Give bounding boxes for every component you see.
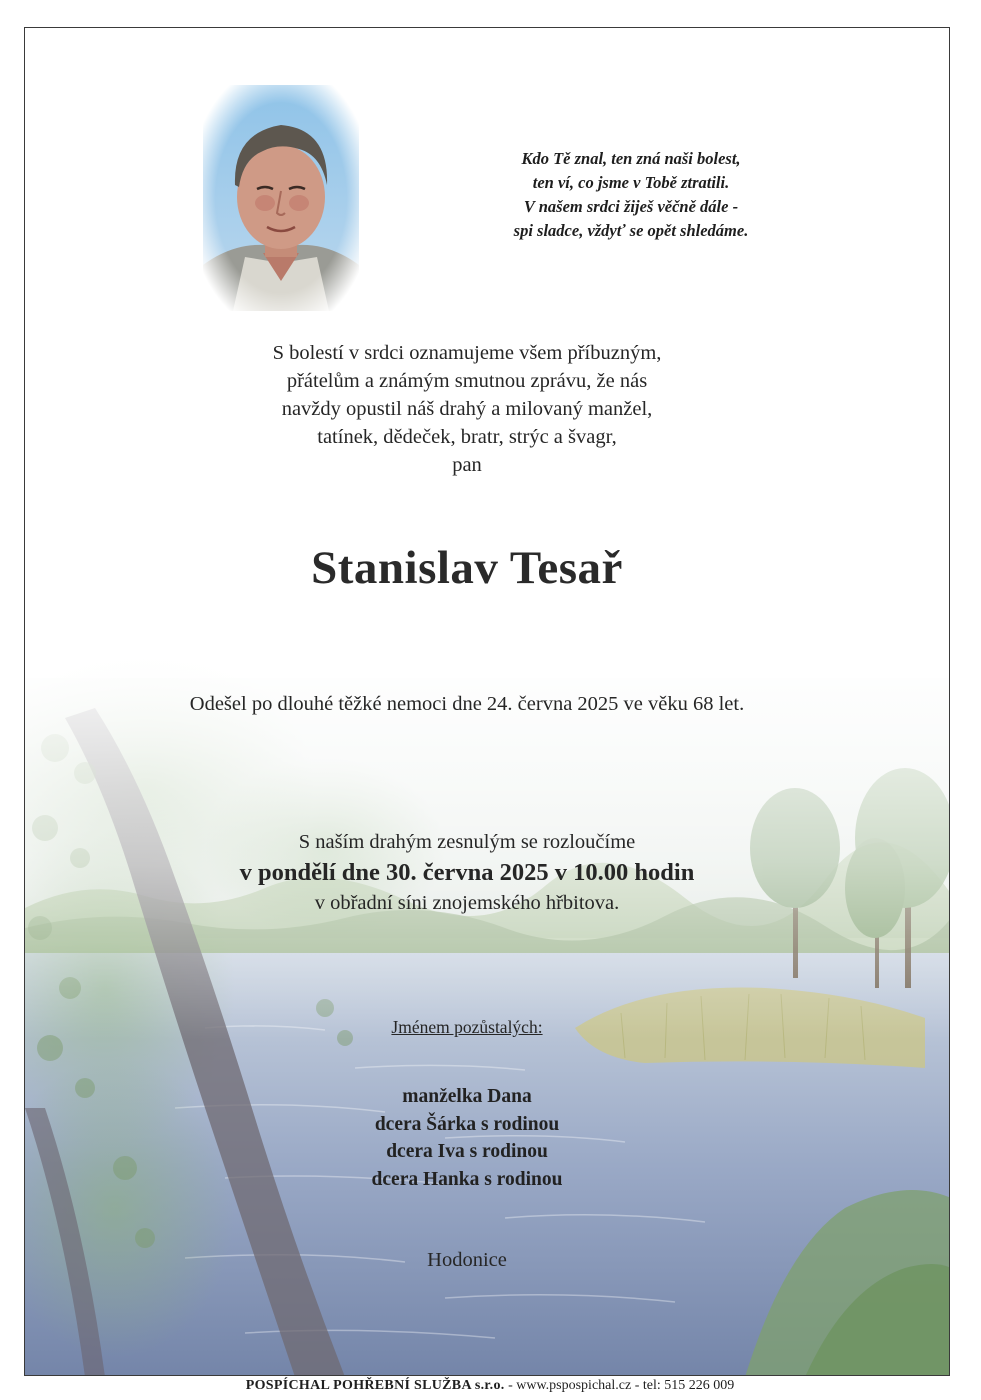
obituary-frame — [24, 27, 950, 1376]
funeral-venue: v obřadní síni znojemského hřbitova. — [314, 892, 620, 914]
announcement-line: navždy opustil náš drahý a milovaný manžel, — [281, 398, 653, 420]
poem-line: ten ví, co jsme v Tobě ztratili. — [532, 173, 730, 192]
announcement-line: přátelům a známým smutnou zprávu, že nás — [286, 370, 648, 392]
survivor-item: dcera Šárka s rodinou — [374, 1113, 560, 1135]
footer-separator: - — [504, 1378, 517, 1393]
footer-phone: tel: 515 226 009 — [642, 1378, 735, 1393]
memorial-poem — [431, 147, 831, 243]
survivor-item: manželka Dana — [402, 1086, 532, 1107]
announcement-line: tatínek, dědeček, bratr, strýc a švagr, — [317, 426, 617, 448]
poem-line: Kdo Tě znal, ten zná naši bolest, — [521, 149, 741, 168]
death-details: Odešel po dlouhé těžké nemoci dne 24. června 2025 ve věku 68 let. — [189, 693, 745, 715]
announcement-line: pan — [452, 454, 482, 476]
funeral-service-footer — [150, 1378, 830, 1394]
survivor-item: dcera Hanka s rodinou — [371, 1168, 563, 1190]
deceased-portrait-photo — [203, 85, 359, 311]
footer-website[interactable]: www.pspospichal.cz — [516, 1378, 632, 1393]
survivors-heading: Jménem pozůstalých: — [391, 1017, 543, 1037]
announcement-line: S bolestí v srdci oznamujeme všem příbuzným, — [272, 342, 662, 364]
poem-line: V našem srdci žiješ věčně dále - — [523, 197, 739, 216]
announcement-text — [141, 339, 793, 479]
funeral-info — [101, 828, 833, 916]
footer-separator: - — [631, 1378, 643, 1393]
funeral-intro: S naším drahým zesnulým se rozloučíme — [298, 831, 636, 853]
funeral-date-time: v pondělí dne 30. června 2025 v 10.00 hodin — [239, 859, 695, 886]
survivor-item: dcera Iva s rodinou — [386, 1141, 548, 1162]
footer-company: POSPÍCHAL POHŘEBNÍ SLUŽBA s.r.o. — [245, 1378, 505, 1393]
deceased-name: Stanislav Tesař — [311, 542, 623, 594]
survivors-list — [251, 1083, 683, 1193]
poem-line: spi sladce, vždyť se opět shledáme. — [513, 221, 749, 240]
family-location: Hodonice — [427, 1249, 507, 1271]
